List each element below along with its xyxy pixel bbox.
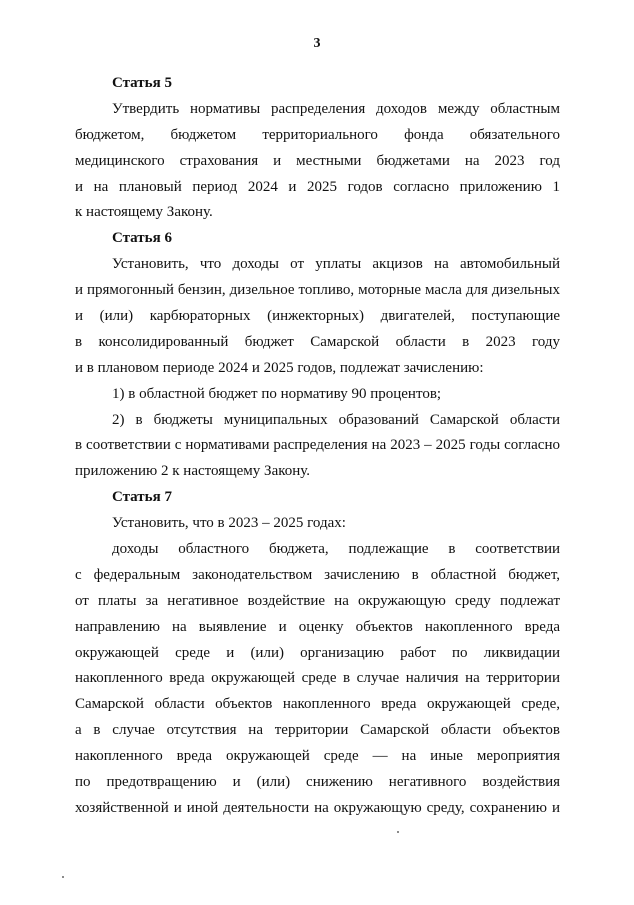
article-6-item-2: 2) в бюджеты муниципальных образований Самарской области xyxy=(112,411,560,428)
article-5-line: к настоящему Закону. xyxy=(75,204,213,221)
article-7-line: по предотвращению и (или) снижению негативного воздействия xyxy=(75,774,560,791)
article-7-line: накопленного вреда окружающей среде — на иные мероприятия xyxy=(75,748,560,765)
article-6-line: и (или) карбюраторных (инжекторных) двигателей, поступающие xyxy=(75,308,560,325)
article-5-line: Утвердить нормативы распределения доходов между областным xyxy=(112,100,560,117)
article-7-line: окружающей среде и (или) организацию работ по ликвидации xyxy=(75,644,560,661)
article-7-line: доходы областного бюджета, подлежащие в соответствии xyxy=(112,541,560,558)
article-5-line: и на плановый период 2024 и 2025 годов согласно приложению 1 xyxy=(75,178,560,195)
article-7-line: направлению на выявление и оценку объектов накопленного вреда xyxy=(75,618,560,635)
article-6-line: в консолидированный бюджет Самарской области в 2023 году xyxy=(75,333,560,350)
document-body xyxy=(75,71,560,822)
article-7-line: хозяйственной и иной деятельности на окружающую среду, сохранению и xyxy=(75,799,560,816)
article-5-heading: Статья 5 xyxy=(112,75,172,91)
article-7-line: от платы за негативное воздействие на окружающую среду подлежат xyxy=(75,592,560,609)
article-7-line: с федеральным законодательством зачислению в областной бюджет, xyxy=(75,566,560,583)
article-5-line: бюджетом, бюджетом территориального фонда обязательного xyxy=(75,126,560,143)
article-6-line: и в плановом периоде 2024 и 2025 годов, подлежат зачислению: xyxy=(75,359,484,376)
scan-speck xyxy=(397,831,399,833)
page-number: 3 xyxy=(313,36,321,51)
article-6-line: в соответствии с нормативами распределения на 2023 – 2025 годы согласно xyxy=(75,437,560,454)
article-7-line: Установить, что в 2023 – 2025 годах: xyxy=(112,515,346,532)
article-7-line: Самарской области объектов накопленного вреда окружающей среде, xyxy=(75,696,560,713)
article-6-heading: Статья 6 xyxy=(112,230,172,247)
article-7-line: а в случае отсутствия на территории Самарской области объектов xyxy=(75,722,560,739)
article-6-line: Установить, что доходы от уплаты акцизов на автомобильный xyxy=(112,256,560,273)
scan-speck xyxy=(62,876,64,878)
article-7-heading: Статья 7 xyxy=(112,489,172,506)
article-7-line: накопленного вреда окружающей среде в случае наличия на территории xyxy=(75,670,560,687)
article-6-line: и прямогонный бензин, дизельное топливо, моторные масла для дизельных xyxy=(75,282,560,299)
article-6-line: приложению 2 к настоящему Закону. xyxy=(75,463,311,480)
article-6-item-1: 1) в областной бюджет по нормативу 90 процентов; xyxy=(112,385,442,402)
article-5-line: медицинского страхования и местными бюджетами на 2023 год xyxy=(75,152,560,169)
